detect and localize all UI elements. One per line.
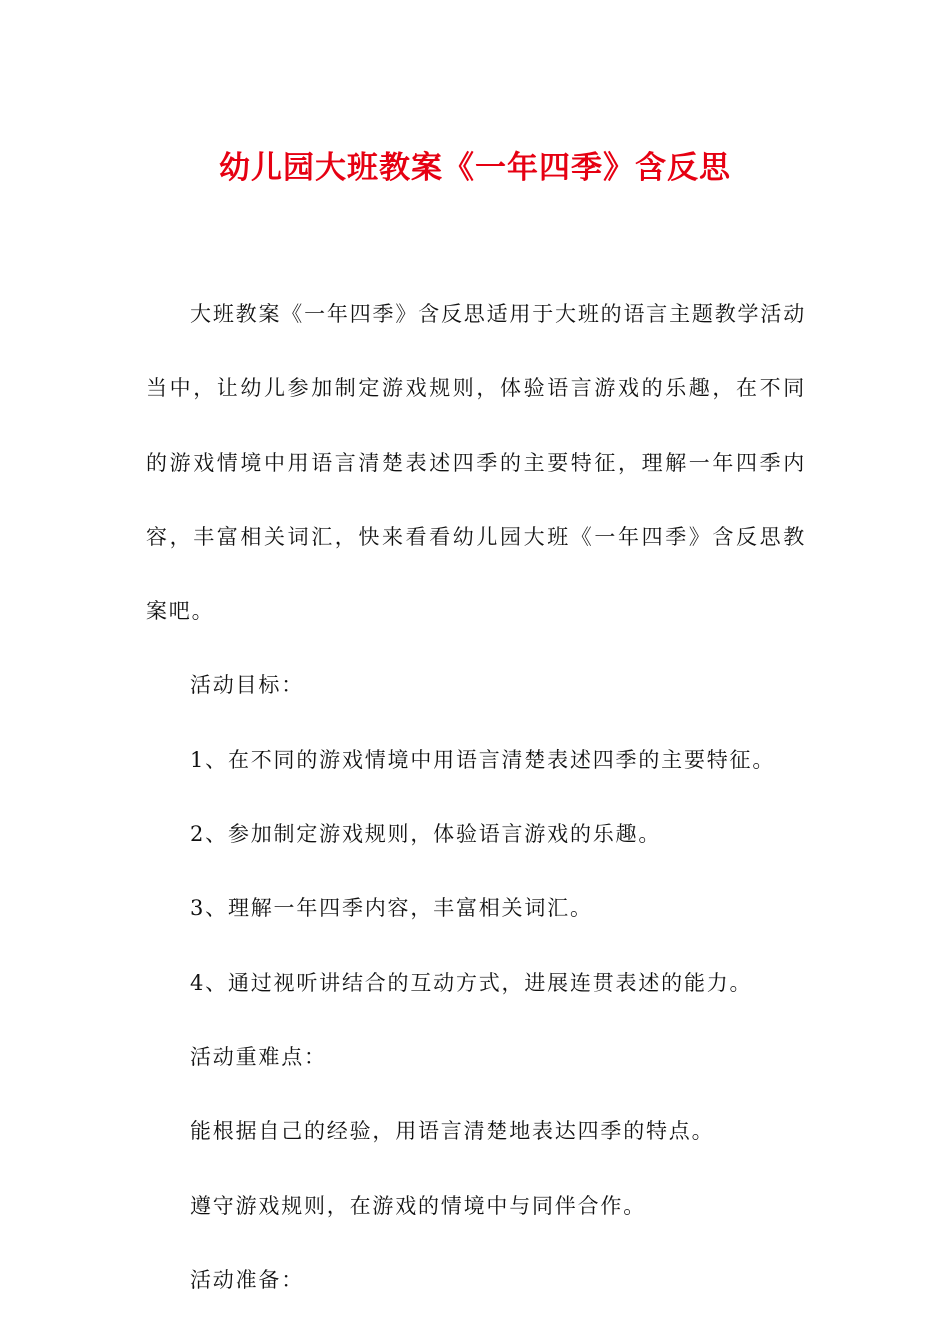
section-heading-preparation: 活动准备： [190,1267,304,1292]
intro-paragraph: 大班教案《一年四季》含反思适用于大班的语言主题教学活动当中，让幼儿参加制定游戏规则，体验语言游戏的乐趣，在不同的游戏情境中用语言清楚表述四季的主要特征，理解一年四季内容，丰富相关词汇，快来看看幼儿园大班《一年四季》含反思教案吧。 [146,302,806,624]
goal-item-4: 4、通过视听讲结合的互动方式，进展连贯表述的能力。 [190,970,753,995]
section-heading-goals: 活动目标： [190,673,304,698]
document-body [146,277,806,1317]
key-point-1: 能根据自己的经验，用语言清楚地表达四季的特点。 [190,1119,715,1144]
goal-item-1: 1、在不同的游戏情境中用语言清楚表述四季的主要特征。 [190,747,776,772]
document-title: 幼儿园大班教案《一年四季》含反思 [219,150,731,186]
section-heading-key-points: 活动重难点： [190,1044,327,1069]
goal-item-2: 2、参加制定游戏规则，体验语言游戏的乐趣。 [190,822,662,847]
goal-item-3: 3、理解一年四季内容，丰富相关词汇。 [190,896,593,921]
key-point-2: 遵守游戏规则，在游戏的情境中与同伴合作。 [190,1193,646,1218]
